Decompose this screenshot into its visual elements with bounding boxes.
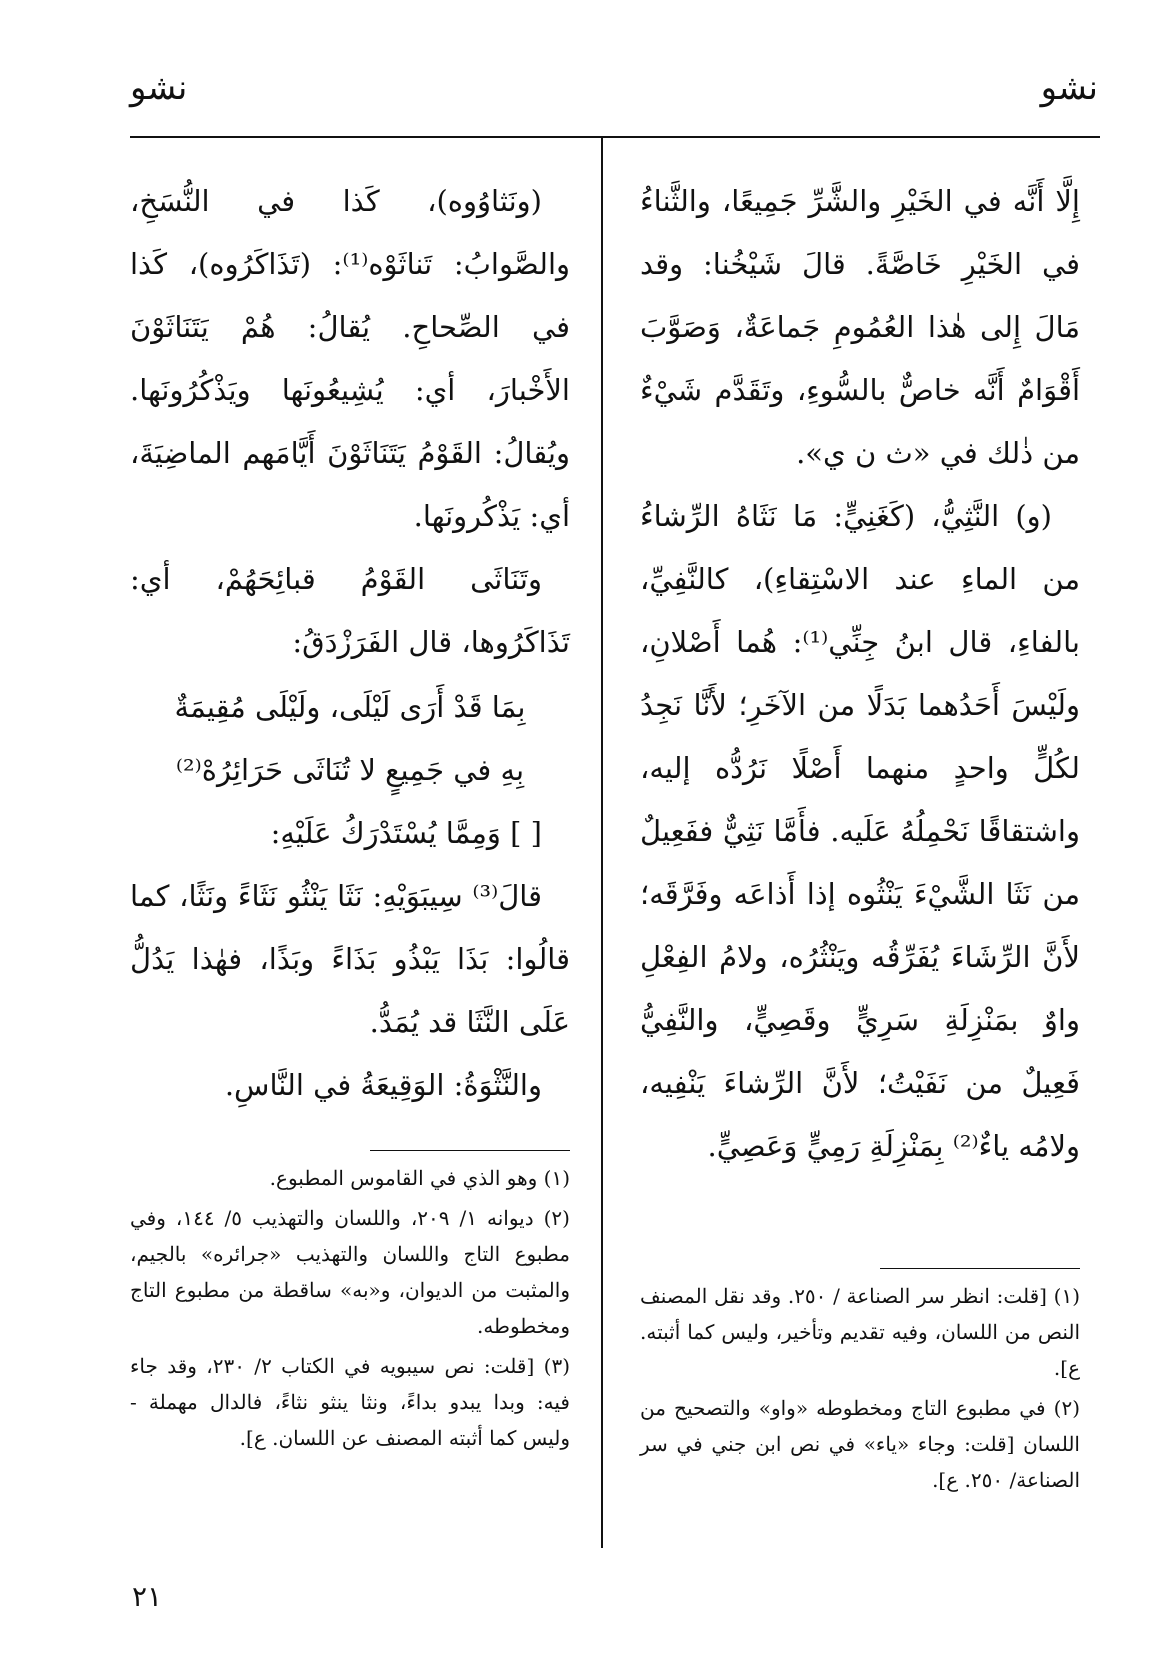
mustadrak-heading: [ ] وَمِمَّا يُسْتَدْرَكُ عَلَيْهِ: bbox=[270, 816, 542, 850]
page-number: ٢١ bbox=[132, 1580, 163, 1613]
right-paragraph-2: (و) النَّثِيُّ، (كَغَنِيٍّ: مَا نَثَاهُ الرِّشاءُ من الماءِ عند الاسْتِقاءِ)، كالنَّفِيِّ، بالفاءِ، قال ابنُ جِنِّي⁽¹⁾: هُما أَصْلانِ، ولَيْسَ أَحَدُهما بَدَلًا من الآخَرِ؛ لأَنَّا نَجِدُ لكُلٍّ واحدٍ منهما أَصْلًا نَرُدُّه إليه، واشتقاقًا نَحْمِلُهُ عَلَيه. فأَمَّا نَثِيٌّ ففَعِيلٌ من نَثَا الشَّيْءَ يَنْثُوه إذا أَذاعَه وفَرَّقَه؛ لأَنَّ الرِّشَاءَ يُفَرِّقُه ويَنْثُرُه، ولامُ الفِعْلِ واوٌ بمَنْزِلَةِ سَرِيٍّ وقَصِيٍّ، والنَّفِيُّ فَعِيلٌ من نَفَيْتُ؛ لأَنَّ الرِّشاءَ يَنْفِيه، ولامُه ياءٌ⁽²⁾ بِمَنْزِلَةِ رَمِيٍّ وَعَصِيٍّ. bbox=[640, 499, 1080, 1163]
left-footnotes bbox=[130, 1160, 570, 1460]
left-paragraph-1: (ونَثاوُوه)، كَذا في النُّسَخِ، والصَّوابُ: تَناثَوْه⁽¹⁾: (تَذَاكَرُوه)، كَذا في الصِّحاحِ. يُقالُ: هُمْ يَتَنَاثَوْنَ الأَخْبارَ، أي: يُشِيعُونَها ويَذْكُرُونَها. ويُقالُ: القَوْمُ يَتَنَاثَوْنَ أَيَّامَهم الماضِيَةَ، أي: يَذْكُرونَها. bbox=[130, 184, 571, 533]
right-column bbox=[640, 170, 1080, 1178]
left-footnote-3: (٣) [قلت: نص سيبويه في الكتاب ٢/ ٢٣٠، وقد جاء فيه: وبدا يبدو بداءً، ونثا ينثو نثاءً، فالدال مهملة - وليس كما أثبته المصنف عن اللسان. ع]. bbox=[130, 1354, 571, 1450]
left-column bbox=[130, 170, 570, 1117]
right-footnotes bbox=[640, 1278, 1080, 1502]
left-paragraph-4: والنَّثْوَةُ: الوَقِيعَةُ في النَّاسِ. bbox=[224, 1068, 542, 1102]
header-rule bbox=[130, 136, 1100, 138]
left-footnote-1: (١) وهو الذي في القاموس المطبوع. bbox=[269, 1166, 570, 1190]
left-paragraph-3: قالَ⁽³⁾ سِيبَوَيْهِ: نَثَا يَنْثُو نَثَاءً ونَثًا، كما قالُوا: بَذَا يَبْذُو بَذَاءً وبَذًا، فهٰذا يَدُلُّ عَلَى النَّثَا قد يُمَدُّ. bbox=[130, 879, 570, 1039]
right-footnote-1: (١) [قلت: انظر سر الصناعة / ٢٥٠. وقد نقل المصنف النص من اللسان، وفيه تقديم وتأخير، وليس كما أثبته. ع]. bbox=[640, 1284, 1080, 1380]
right-paragraph-1: إِلَّا أَنَّه في الخَيْرِ والشَّرِّ جَمِيعًا، والثَّناءُ في الخَيْرِ خَاصَّةً. قالَ شَيْخُنا: وقد مَالَ إِلى هٰذا العُمُومِ جَماعَةٌ، وَصَوَّبَ أَقْوَامٌ أَنَّه خاصٌّ بالسُّوءِ، وتَقَدَّم شَيْءٌ من ذٰلك في «ث ن ي». bbox=[640, 184, 1080, 470]
left-footnote-rule bbox=[370, 1150, 570, 1151]
column-divider bbox=[601, 138, 603, 1548]
right-footnote-2: (٢) في مطبوع التاج ومخطوطه «واو» والتصحيح من اللسان [قلت: وجاء «ياء» في نص ابن جني في سر الصناعة/ ٢٥٠. ع]. bbox=[640, 1396, 1080, 1492]
running-head-right: نشو bbox=[1040, 68, 1098, 108]
left-footnote-2: (٢) ديوانه ١/ ٢٠٩، واللسان والتهذيب ٥/ ١٤٤، وفي مطبوع التاج واللسان والتهذيب «جرائره» بالجيم، والمثبت من الديوان، و«به» ساقطة من مطبوع التاج ومخطوطه. bbox=[130, 1206, 570, 1338]
verse-hemistich-1: بِمَا قَدْ أَرَى لَيْلَى، ولَيْلَى مُقِيمَةٌ bbox=[174, 690, 526, 724]
left-paragraph-2: وتَنَاثَى القَوْمُ قبائِحَهُمْ، أي: تَذَاكَرُوها، قال الفَرَزْدَقُ: bbox=[130, 562, 570, 659]
verse-hemistich-2: بِهِ في جَمِيعٍ لا تُنَاثَى حَرَائِرُهْ⁽²⁾ bbox=[175, 753, 525, 787]
running-head-left: نشو bbox=[130, 68, 188, 108]
right-footnote-rule bbox=[880, 1268, 1080, 1269]
